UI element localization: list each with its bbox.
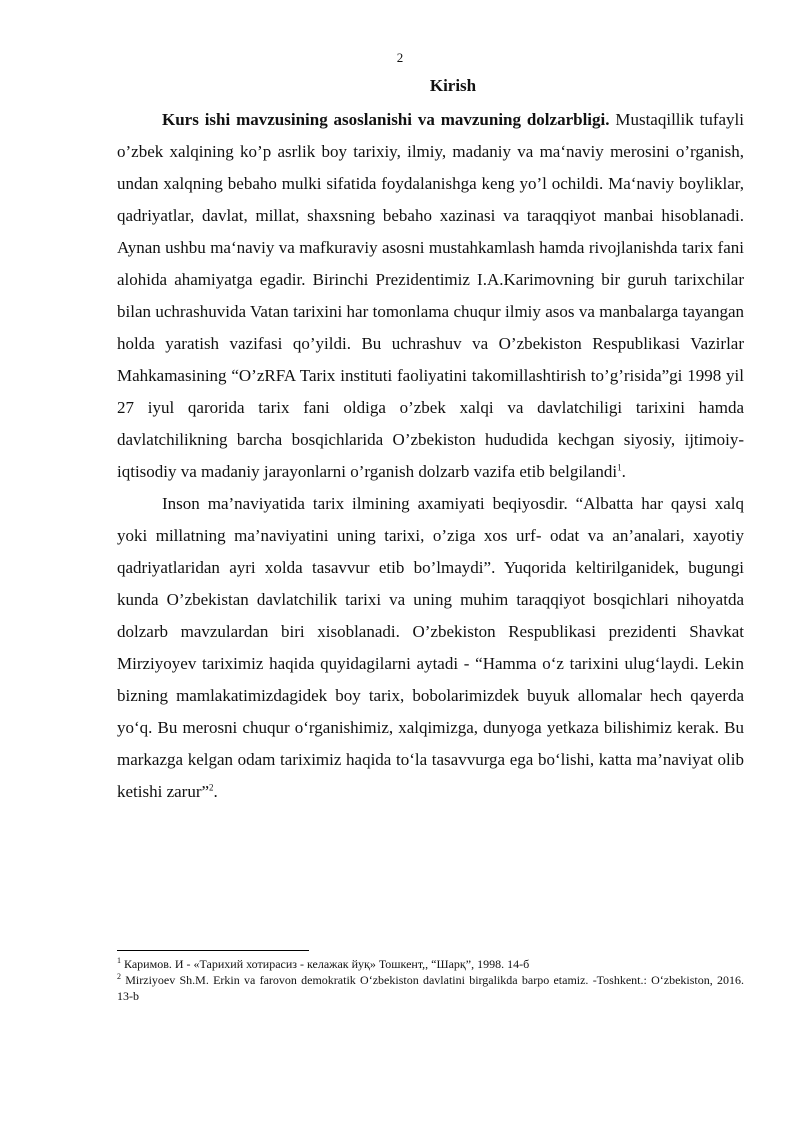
paragraph-2-text: Inson ma’naviyatida tarix ilmining axamiyati beqiyosdir. “Albatta har qaysi xalq yoki millatning ma’naviyatini uning tarixi, o’ziga xos urf- odat va an’analari, xayotiy qadriyatlaridan ayri xolda tasavvur etib bo’lmaydi”. Yuqorida keltirilganidek, bugungi kunda O’zbekistan davlatchilik tarixi va uning muhim taraqqiyot bosqichlari nihoyatda dolzarb mavzulardan biri xisoblanadi. O’zbekiston Respublikasi prezidenti Shavkat Mirziyoyev tariximiz haqida quyidagilarni aytadi - “Hamma o‘z tarixini ulug‘laydi. Lekin bizning mamlakatimizdagidek boy tarix, bobolarimizdek buyuk allomalar hech qayerda yo‘q. Bu merosni chuqur o‘rganishimiz, xalqimizga, dunyoga yetkaza bilishimiz kerak. Bu markazga kelgan odam tariximiz haqida to‘la tasavvurga ega bo‘lishi, katta ma’naviyat olib ketishi zarur” — [117, 494, 744, 801]
footnote-ref-1[interactable]: 1 — [617, 462, 622, 473]
footnotes — [117, 956, 744, 1004]
footnote-2-text: Mirziyoev Sh.M. Erkin va farovon demokratik O‘zbekiston davlatini birgalikda barpo etamiz. -Toshkent.: O‘zbekiston, 2016. 13-b — [117, 973, 744, 1003]
page-number: 2 — [396, 50, 404, 65]
paragraph-2 — [117, 488, 744, 808]
footnote-2-mark: 2 — [117, 972, 121, 981]
footnote-1 — [117, 956, 744, 972]
paragraph-1-end: . — [621, 462, 626, 481]
paragraph-1-bold-lead: Kurs ishi mavzusining asoslanishi va mavzuning dolzarbligi. — [162, 110, 610, 129]
footnote-1-mark: 1 — [117, 956, 121, 965]
paragraph-1-text: Mustaqillik tufayli o’zbek xalqining ko’p asrlik boy tarixiy, ilmiy, madaniy va ma‘naviy merosini o’rganish, undan xalqning bebaho mulki sifatida foydalanishga keng yo’l ochildi. Ma‘naviy boyliklar, qadriyatlar, davlat, millat, shaxsning bebaho xazinasi va taraqqiyot manbai hisoblanadi. Aynan ushbu ma‘naviy va mafkuraviy asosni mustahkamlash hamda rivojlanishda tarix fani alohida ahamiyatga egadir. Birinchi Prezidentimiz I.A.Karimovning bir guruh tarixchilar bilan uchrashuvida Vatan tarixini har tomonlama chuqur ilmiy asos va manbalarga tayangan holda yaratish vazifasi qo’yildi. Bu uchrashuv va O’zbekiston Respublikasi Vazirlar Mahkamasining “O’zRFA Tarix instituti faoliyatini takomillashtirish to’g’risida”gi 1998 yil 27 iyul qarorida tarix fani oldiga o’zbek xalqi va davlatchiligi tarixini hamda davlatchilikning barcha bosqichlarida O’zbekiston hududida kechgan siyosiy, ijtimoiy-iqtisodiy va madaniy jarayonlarni o’rganish dolzarb vazifa etib belgilandi — [117, 110, 744, 481]
paragraph-1 — [117, 104, 744, 488]
body-text — [117, 104, 744, 808]
footnote-2 — [117, 972, 744, 1004]
footnote-1-text: Каримов. И - «Тарихий хотирасиз - келажак йуқ» Тошкент,, “Шарқ”, 1998. 14-б — [121, 957, 530, 971]
section-heading: Kirish — [429, 76, 477, 95]
footnote-separator — [117, 950, 309, 951]
paragraph-2-end: . — [213, 782, 218, 801]
footnote-ref-2[interactable]: 2 — [209, 782, 214, 793]
